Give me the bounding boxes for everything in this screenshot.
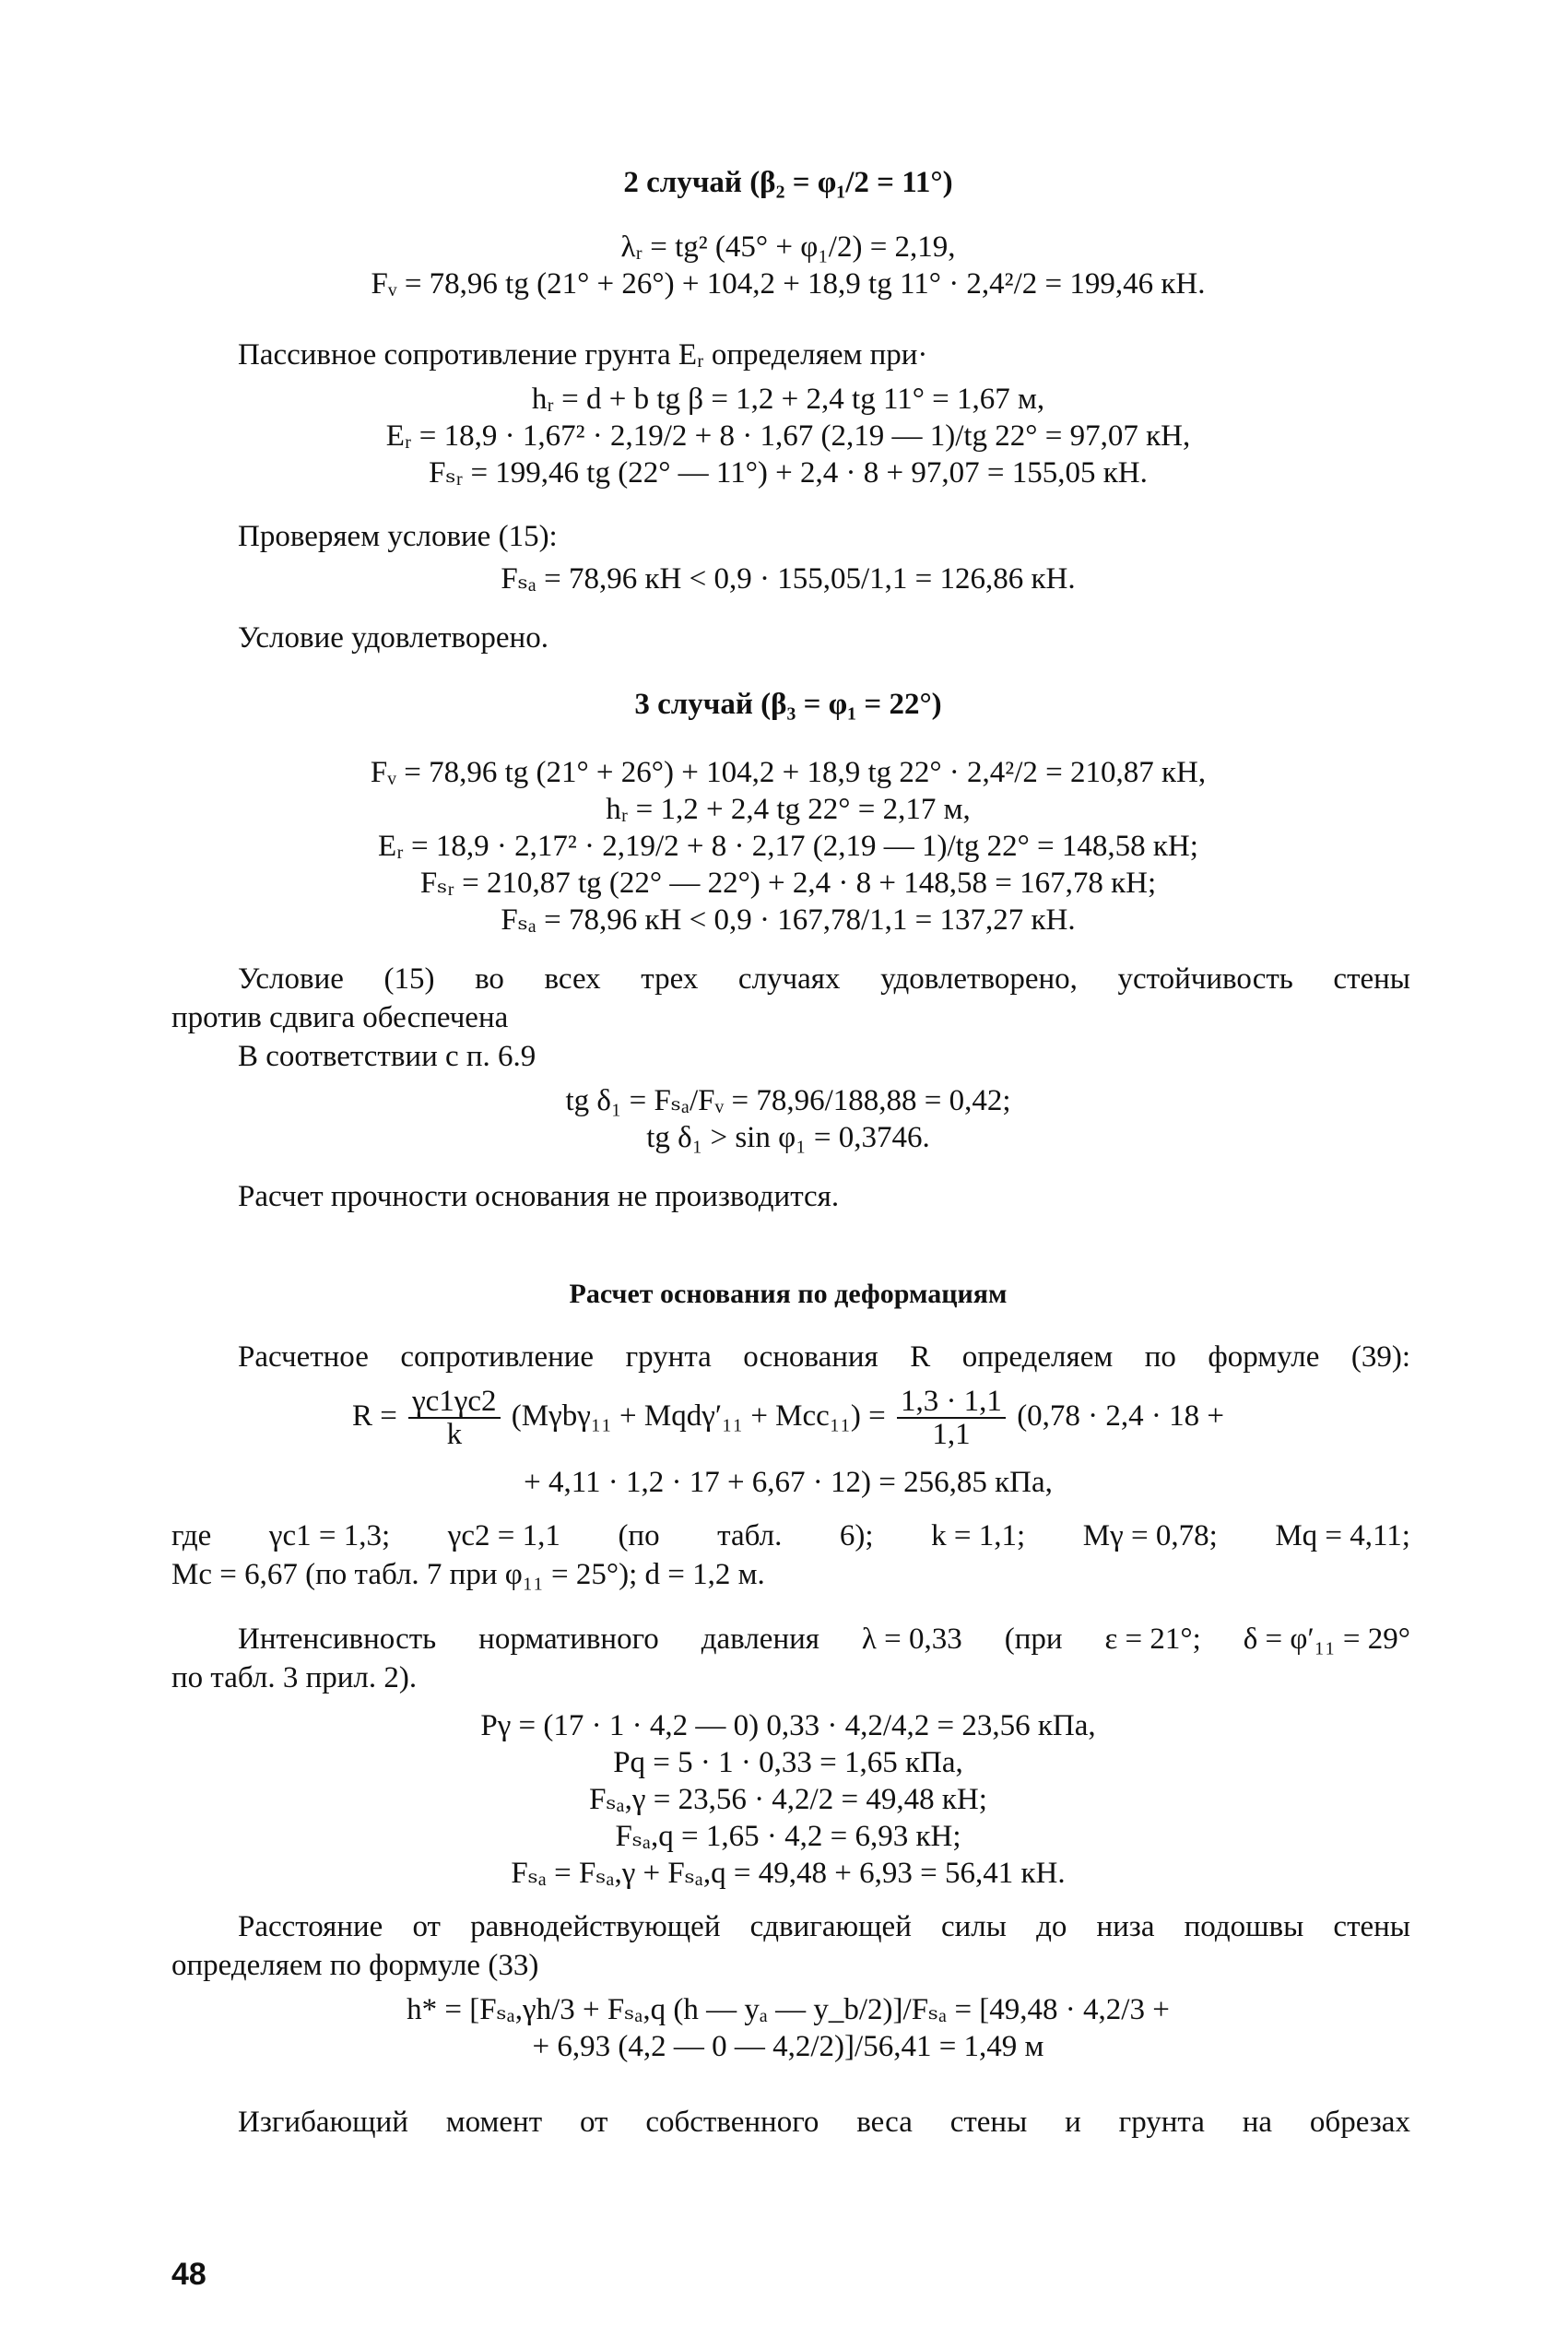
paragraph-line: Mc = 6,67 (по табл. 7 при φ₁₁ = 25°); d = 1,2 м. (171, 1558, 765, 1591)
formula-line: Fₛᵣ = 199,46 tg (22° — 11°) + 2,4 · 8 + 97,07 = 155,05 кН. (429, 456, 1148, 490)
page-number: 48 (171, 2257, 206, 2292)
case3-heading: 3 случай (β₃ = φ₁ = 22°) (634, 688, 942, 721)
formula-line: hᵣ = d + b tg β = 1,2 + 2,4 tg 11° = 1,67 м, (531, 383, 1045, 416)
formula-line: Fₛₐ = Fₛₐ,γ + Fₛₐ,q = 49,48 + 6,93 = 56,41 кН. (511, 1857, 1066, 1890)
case2-heading: 2 случай (β₂ = φ₁/2 = 11°) (623, 166, 953, 199)
formula-line: Fₛᵣ = 210,87 tg (22° — 22°) + 2,4 · 8 + 148,58 = 167,78 кН; (419, 867, 1157, 900)
formula-line: Pq = 5 · 1 · 0,33 = 1,65 кПа, (613, 1746, 963, 1779)
formula-line: h* = [Fₛₐ,γh/3 + Fₛₐ,q (h — yₐ — y_b/2)]/Fₛₐ = [49,48 · 4,2/3 + (407, 1993, 1170, 2026)
formula-line: + 6,93 (4,2 — 0 — 4,2/2)]/56,41 = 1,49 м (532, 2030, 1044, 2063)
section-title: Расчет основания по деформациям (569, 1279, 1008, 1309)
formula-line: Pγ = (17 · 1 · 4,2 — 0) 0,33 · 4,2/4,2 = 23,56 кПа, (480, 1709, 1096, 1742)
formula-line: λᵣ = tg² (45° + φ₁/2) = 2,19, (620, 230, 956, 264)
formula-R: R = $\frac{\gamma c1\gamma c2}{k}$ (Mγbγ₁₁ + Mqdγ′₁₁ + Mcc₁₁) = $\frac{1,3 \cdot 1,1}{1,1}$ (0,78 · 2,4 · 18 + (351, 1385, 1225, 1452)
formula-line: tg δ₁ > sin φ₁ = 0,3746. (646, 1121, 930, 1154)
paragraph-line: В соответствии с п. 6.9 (238, 1040, 536, 1073)
formula-line: Fᵥ = 78,96 tg (21° + 26°) + 104,2 + 18,9 tg 11° · 2,4²/2 = 199,46 кН. (371, 267, 1206, 301)
formula-line: Fₛₐ = 78,96 кН < 0,9 · 167,78/1,1 = 137,27 кН. (501, 903, 1076, 937)
formula-line: tg δ₁ = Fₛₐ/Fᵥ = 78,96/188,88 = 0,42; (565, 1084, 1011, 1117)
paragraph-line: Условие удовлетворено. (238, 621, 548, 655)
paragraph-line-justified: Расчетное сопротивление грунта основания R определяем по формуле (39): (238, 1340, 1410, 1374)
paragraph-line: против сдвига обеспечена (171, 1001, 509, 1034)
formula-line: Fₛₐ = 78,96 кН < 0,9 · 155,05/1,1 = 126,86 кН. (501, 562, 1076, 596)
paragraph-line: Расчет прочности основания не производится. (238, 1180, 840, 1213)
fraction: $\frac{1,3 \cdot 1,1}{1,1}$ (897, 1386, 1006, 1450)
formula-line: Fₛₐ,q = 1,65 · 4,2 = 6,93 кН; (615, 1820, 961, 1853)
formula-line: Eᵣ = 18,9 · 1,67² · 2,19/2 + 8 · 1,67 (2,19 — 1)/tg 22° = 97,07 кН, (385, 419, 1191, 453)
paragraph-line-justified: Расстояние от равнодействующей сдвигающей силы до низа подошвы стены (238, 1910, 1410, 1943)
paragraph-line-justified: Изгибающий момент от собственного веса стены и грунта на обрезах (238, 2106, 1410, 2139)
formula-line: + 4,11 · 1,2 · 17 + 6,67 · 12) = 256,85 кПа, (524, 1466, 1053, 1499)
paragraph-line: определяем по формуле (33) (171, 1949, 539, 1982)
paragraph-line: Проверяем условие (15): (238, 520, 558, 553)
formula-line: Fᵥ = 78,96 tg (21° + 26°) + 104,2 + 18,9 tg 22° · 2,4²/2 = 210,87 кН, (370, 756, 1207, 789)
formula-line: hᵣ = 1,2 + 2,4 tg 22° = 2,17 м, (606, 793, 971, 826)
paragraph-line-justified: Интенсивность нормативного давления λ = 0,33 (при ε = 21°; δ = φ′₁₁ = 29° (238, 1623, 1410, 1656)
fraction: $\frac{\gamma c1\gamma c2}{k}$ (408, 1386, 500, 1450)
paragraph-line-justified: Условие (15) во всех трех случаях удовлетворено, устойчивость стены (238, 962, 1410, 996)
paragraph-line: по табл. 3 прил. 2). (171, 1661, 418, 1694)
formula-line: Eᵣ = 18,9 · 2,17² · 2,19/2 + 8 · 2,17 (2,19 — 1)/tg 22° = 148,58 кН; (378, 830, 1198, 863)
paragraph-line: Пассивное сопротивление грунта Eᵣ определяем при· (238, 338, 928, 372)
paragraph-line-justified: где γc1 = 1,3; γc2 = 1,1 (по табл. 6); k = 1,1; Mγ = 0,78; Mq = 4,11; (171, 1519, 1410, 1552)
formula-line: Fₛₐ,γ = 23,56 · 4,2/2 = 49,48 кН; (589, 1783, 987, 1816)
